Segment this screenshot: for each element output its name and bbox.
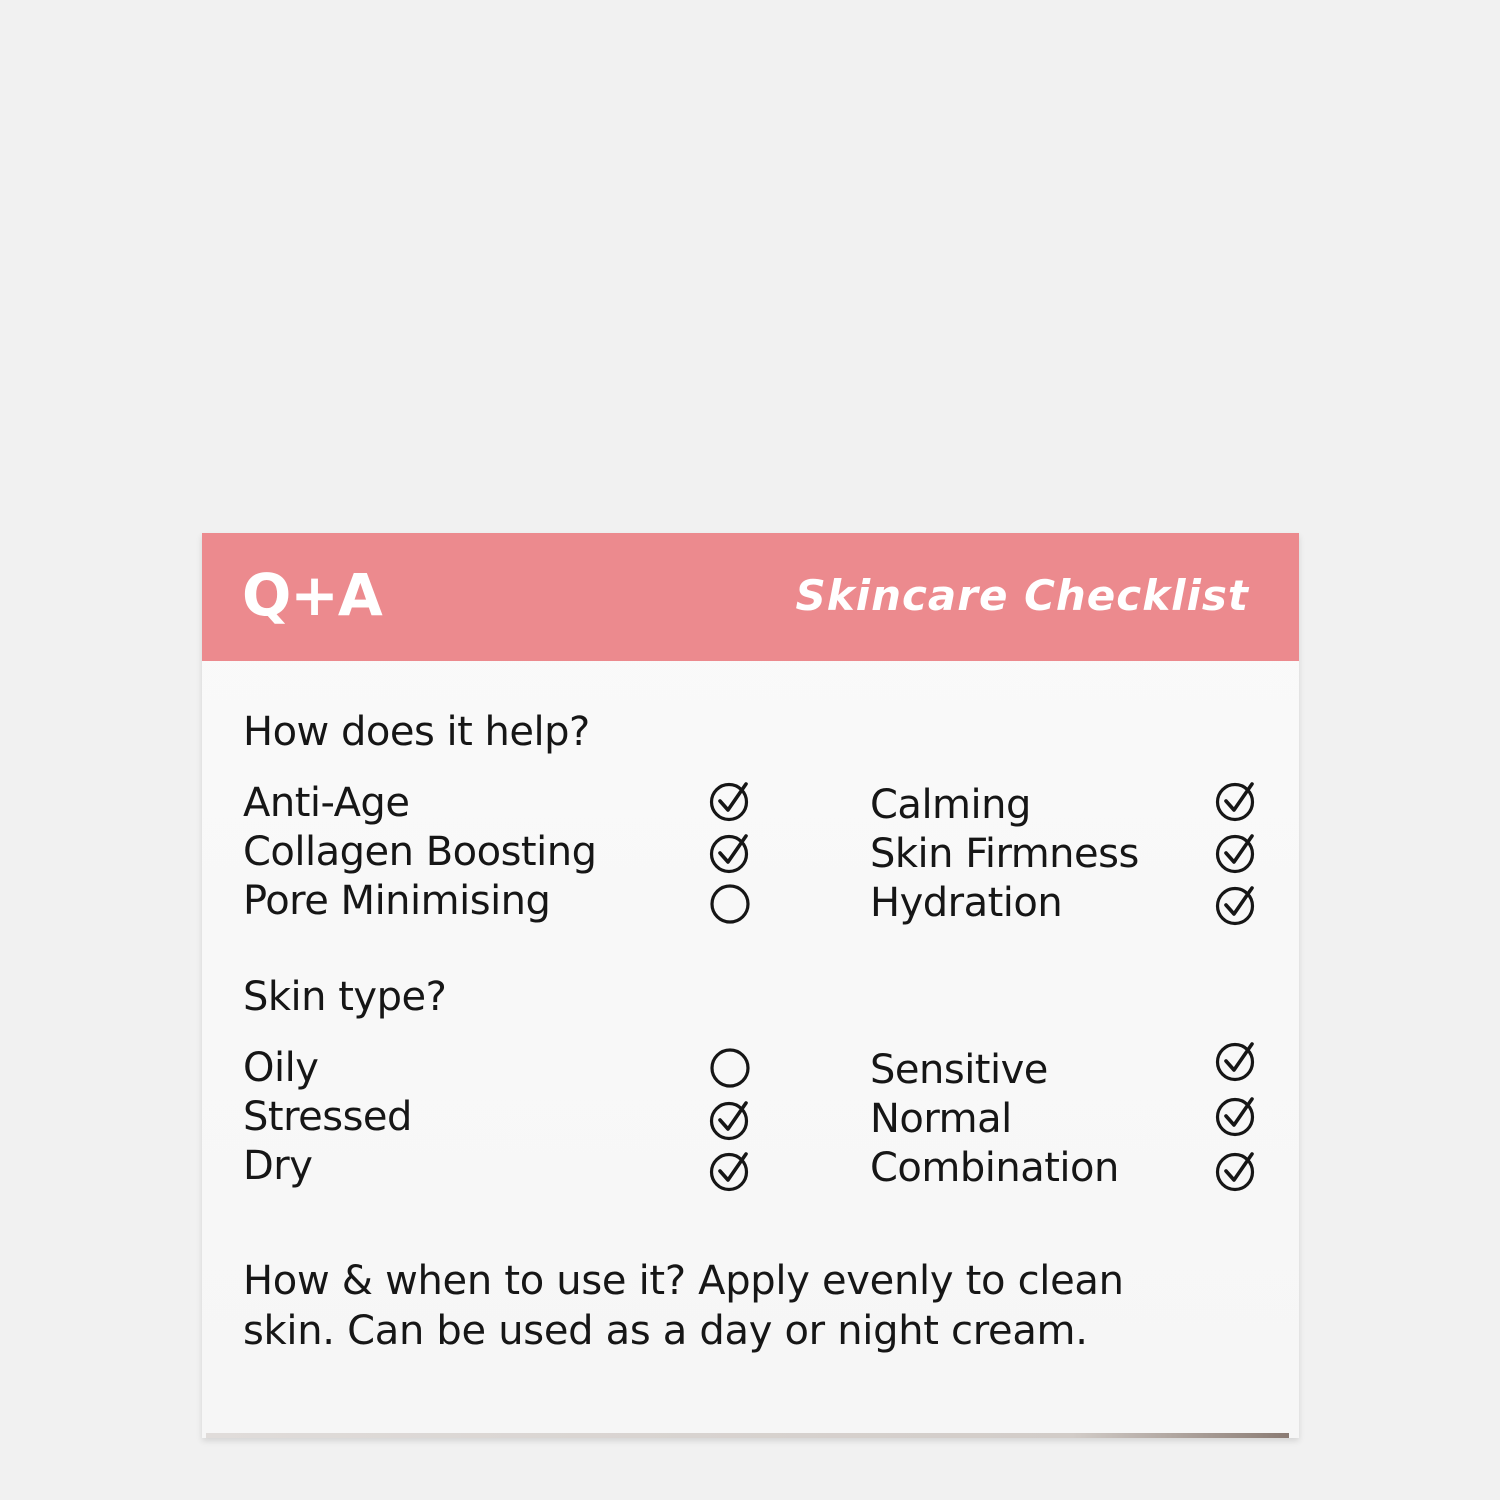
check-icon	[1215, 831, 1259, 875]
card-edge	[206, 1433, 1289, 1438]
skin-item-normal: Normal	[870, 1096, 1012, 1142]
skin-item-sensitive: Sensitive	[870, 1047, 1048, 1093]
skin-item-combination: Combination	[870, 1145, 1119, 1191]
check-icon	[1215, 883, 1259, 927]
skin-item-dry: Dry	[243, 1143, 313, 1189]
help-item-firmness: Skin Firmness	[870, 831, 1139, 877]
check-icon	[1215, 779, 1259, 823]
check-icon	[1215, 1149, 1259, 1193]
help-item-anti-age: Anti-Age	[243, 780, 410, 826]
help-item-hydration: Hydration	[870, 880, 1063, 926]
help-item-calming: Calming	[870, 782, 1031, 828]
check-icon	[709, 1149, 753, 1193]
help-heading: How does it help?	[243, 709, 590, 755]
usage-text: How & when to use it? Apply evenly to clean skin. Can be used as a day or night cream.	[243, 1258, 1124, 1354]
check-icon	[709, 1098, 753, 1142]
checklist-card	[202, 533, 1299, 1438]
empty-circle-icon	[709, 883, 753, 927]
empty-circle-icon	[709, 1047, 753, 1091]
help-item-pore: Pore Minimising	[243, 878, 551, 924]
skin-item-oily: Oily	[243, 1045, 319, 1091]
check-icon	[709, 831, 753, 875]
check-icon	[709, 779, 753, 823]
help-item-collagen: Collagen Boosting	[243, 829, 597, 875]
skin-item-stressed: Stressed	[243, 1094, 412, 1140]
check-icon	[1215, 1039, 1259, 1083]
check-icon	[1215, 1094, 1259, 1138]
brand-logo: Q+A	[242, 561, 382, 629]
checklist-title: Skincare Checklist	[795, 571, 1249, 620]
header-band	[202, 533, 1299, 661]
skin-heading: Skin type?	[243, 974, 447, 1020]
